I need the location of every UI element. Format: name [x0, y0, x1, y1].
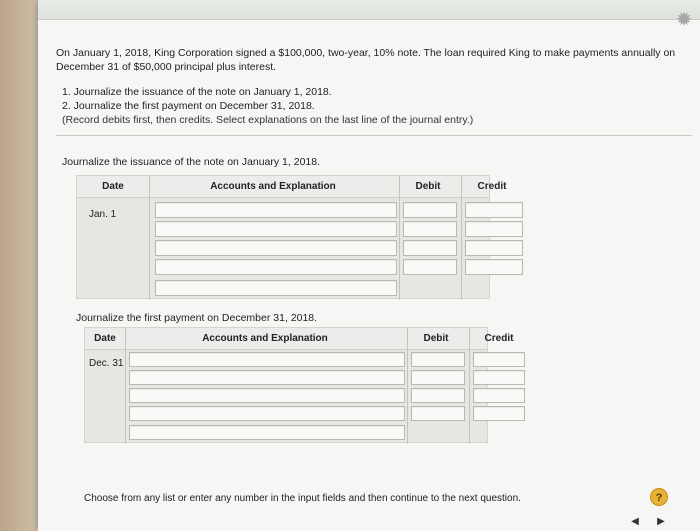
account-cell[interactable] [155, 259, 397, 275]
problem-line-1: On January 1, 2018, King Corporation signed a $100,000, two-year, 10% note. The loan required King to make payments annually on [56, 47, 676, 59]
header-date: Date [102, 181, 124, 192]
account-cell[interactable] [155, 202, 397, 218]
credit-cell[interactable] [465, 259, 523, 275]
gear-icon[interactable]: ✹ [675, 9, 693, 31]
requirement-1: 1. Journalize the issuance of the note on January 1, 2018. [62, 86, 332, 98]
journal1-header [77, 176, 507, 198]
credit-cell[interactable] [465, 202, 523, 218]
debit-cell[interactable] [403, 221, 457, 237]
header-debit: Debit [415, 181, 441, 192]
journal2-title: Journalize the first payment on December 31, 2018. [76, 312, 318, 324]
pager [624, 514, 676, 530]
account-cell[interactable] [129, 388, 405, 403]
debit-cell[interactable] [403, 259, 457, 275]
problem-line-2: December 31 of $50,000 principal plus interest. [56, 61, 277, 73]
debit-cell[interactable] [411, 370, 465, 385]
header-accounts: Accounts and Explanation [210, 181, 336, 192]
credit-cell[interactable] [465, 240, 523, 256]
credit-cell[interactable] [473, 388, 525, 403]
footer-instruction: Choose from any list or enter any number in the input fields and then continue to the next question. [84, 493, 521, 504]
account-cell[interactable] [129, 406, 405, 421]
journal2-table [84, 327, 514, 443]
journal2-header [85, 328, 514, 350]
account-cell[interactable] [155, 221, 397, 237]
debit-cell[interactable] [403, 202, 457, 218]
debit-cell[interactable] [411, 388, 465, 403]
credit-cell[interactable] [465, 221, 523, 237]
account-cell[interactable] [155, 240, 397, 256]
credit-cell[interactable] [473, 352, 525, 367]
account-cell[interactable] [129, 352, 405, 367]
header-debit: Debit [423, 333, 449, 344]
account-cell[interactable] [129, 370, 405, 385]
next-button[interactable]: ▶ [657, 516, 665, 527]
explanation-cell[interactable] [129, 425, 405, 440]
top-bar [38, 0, 700, 20]
header-credit: Credit [477, 181, 507, 192]
help-icon[interactable]: ? [650, 488, 668, 506]
debit-cell[interactable] [411, 406, 465, 421]
debit-cell[interactable] [403, 240, 457, 256]
credit-cell[interactable] [473, 406, 525, 421]
header-credit: Credit [484, 333, 514, 344]
divider [56, 135, 692, 136]
requirement-2: 2. Journalize the first payment on December 31, 2018. [62, 100, 315, 112]
header-accounts: Accounts and Explanation [202, 333, 328, 344]
debit-cell[interactable] [411, 352, 465, 367]
journal1-title: Journalize the issuance of the note on January 1, 2018. [62, 156, 321, 168]
explanation-cell[interactable] [155, 280, 397, 296]
prev-button[interactable]: ◀ [631, 516, 639, 527]
app-screen [38, 0, 700, 531]
journal1-date: Jan. 1 [89, 209, 117, 220]
header-date: Date [94, 333, 116, 344]
credit-cell[interactable] [473, 370, 525, 385]
journal1-table [76, 175, 507, 299]
instruction-note: (Record debits first, then credits. Select explanations on the last line of the journal entry.) [62, 114, 474, 126]
requirements-list [62, 85, 473, 127]
journal2-date: Dec. 31 [89, 358, 124, 369]
problem-statement [56, 46, 686, 74]
